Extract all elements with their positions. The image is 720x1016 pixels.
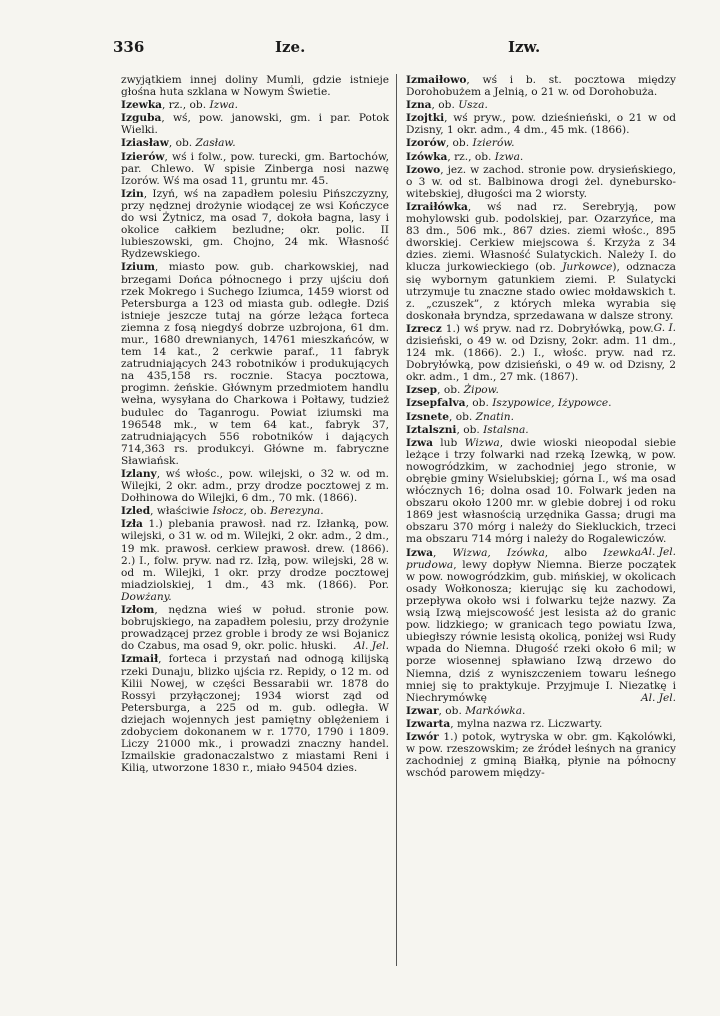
entry-text: 1.) plebania prawosł. nad rz. Izłanką, pow. wilejski, o 31 w. od m. Wilejki, 2 okr. adm., 2 dm., 19 mk. prawosł. cerkiew prawosł. drew. (1866). 2.) I., folw. pryw. nad rz. Izłą, pow. wilejski, 28 w. od m. Wilejki, 1 okr. przy drodze pocztowej miadziolskiej, 1 dm., 43 mk. (1866). Por. bbox=[121, 518, 389, 591]
entry-text: , ob. bbox=[168, 137, 196, 150]
dictionary-entry bbox=[121, 261, 389, 467]
left-running-head: Ize. bbox=[275, 38, 306, 56]
entry-text: , ob. bbox=[456, 423, 484, 436]
entry-headword: Izguba bbox=[121, 112, 162, 125]
dictionary-entry bbox=[121, 137, 389, 149]
entry-headword: Iztalszni bbox=[406, 423, 457, 436]
right-column bbox=[406, 74, 676, 780]
entry-italic: Izwa. bbox=[209, 99, 238, 112]
left-column bbox=[121, 74, 389, 775]
dictionary-entry bbox=[121, 604, 389, 652]
entry-italic: Znatin. bbox=[475, 410, 514, 423]
entry-text: , Izyń, wś na zapadłem polesiu Pińszczyzny, przy nędznej drożynie wiodącej ze wsi Kończyce do wsi Żytnicz, ma osad 7, dokoła bagna, lasy i okolice całkiem bezludne; okr. polic. II lubieszowski, gm. Chojno, 24 mk. Własność Rydzewskiego. bbox=[121, 187, 389, 261]
dictionary-entry bbox=[406, 151, 676, 163]
entry-italic: Jurkowce bbox=[562, 261, 613, 274]
entry-headword: Izna bbox=[406, 99, 432, 112]
entry-italic: Zasław. bbox=[195, 137, 236, 150]
entry-headword: Izium bbox=[121, 261, 155, 274]
entry-text: , ob. bbox=[445, 137, 473, 150]
entry-signature: Al. Jel. bbox=[353, 640, 389, 653]
entry-text: , ob. bbox=[438, 704, 466, 717]
entry-text: 1.) wś pryw. nad rz. Dobryłówką, pow. dzisieński, o 49 w. od Dzisny, 2okr. adm. 11 dm., 124 mk. (1866). 2.) I., włośc. pryw. nad rz. Dobryłówką, pow dzisieński, o 49 w. od Dzisny, 2 okr. adm., 1 dm., 27 mk. (1867). bbox=[406, 322, 676, 384]
dictionary-entry bbox=[121, 505, 389, 517]
entry-headword: Izierów bbox=[121, 150, 165, 163]
entry-text: , bbox=[432, 546, 453, 559]
entry-text: , miasto pow. gub. charkowskiej, nad brzegami Dońca północnego i przy ujściu doń rzek Mokrego i Suchego Iziumca, 1459 wiorst od Petersburga a 123 od miasta gub. odległe. Dziś istnieje jeszcze tutaj na górze leżąca forteca ziemna z fosą niegdyś dobrze uzbrojona, 61 dm. mur., 1680 drewnianych, 14761 mieszkańców, w tem 14 kat., 2 cerkwie paraf., 11 fabryk zatrudniających 243 robotników i produkujących na 435,158 rs. rocznie. Stacya pocztowa, progimn. żeńskie. Głównym przedmiotem handlu wełna, wysyłana do Charkowa i Połtawy, tudzież budulec do Taganrogu. Powiat iziumski ma 196548 mk., w tem 64 kat., fabryk 37, zatrudniających 556 robotników i dających 714,363 rs. produkcyi. Główne m. fabryczne Sławiańsk. bbox=[121, 261, 389, 467]
dictionary-entry bbox=[406, 397, 676, 409]
entry-text: , ob. bbox=[465, 397, 493, 410]
dictionary-entry bbox=[406, 547, 676, 704]
entry-text: , mylna nazwa rz. Liczwarty. bbox=[450, 717, 603, 730]
entry-headword: Izła bbox=[121, 518, 143, 531]
entry-headword: Izowo bbox=[406, 163, 441, 176]
entry-italic: Istalsna. bbox=[483, 423, 529, 436]
entry-text: , dwie wioski nieopodal siebie leżące i trzy folwarki nad rzeką Izewką, w pow. nowogródzkim, w zachodniej jego stronie, w obrębie gminy Wsielubskiej; górna I., wś ma osad włócznych 16; dolna osad 10. Folwark jeden na obszaru około 1200 mr. w glebie dobrej i od roku 1869 jest własnością urzędnika Gassa; drugi ma obszaru 370 mórg i należy do Siekluckich, trzeci ma obszaru 714 mórg i należy do Rogalewiczów. bbox=[406, 436, 676, 546]
right-running-head: Izw. bbox=[508, 38, 541, 56]
entry-headword: Izsepfalva bbox=[406, 397, 466, 410]
column-divider bbox=[396, 74, 397, 966]
entry-text: , albo bbox=[544, 546, 604, 559]
entry-text: , wś i b. st. pocztowa między Dorohobużem a Jelnią, o 21 w. od Dorohobuża. bbox=[406, 74, 676, 99]
entry-signature: Al. Jel. bbox=[640, 691, 676, 704]
entry-italic: Isłocz bbox=[212, 505, 244, 518]
entry-headword: Izlany bbox=[121, 468, 157, 480]
dictionary-entry bbox=[406, 731, 676, 779]
dictionary-entry bbox=[406, 384, 676, 396]
dictionary-entry bbox=[121, 151, 389, 187]
page-number: 336 bbox=[113, 38, 145, 56]
entry-text: , wś, pow. janowski, gm. i par. Potok Wielki. bbox=[121, 112, 389, 137]
entry-headword: Izin bbox=[121, 187, 144, 200]
entry-italic: Żipow. bbox=[463, 384, 499, 397]
entry-text: , wś i folw., pow. turecki, gm. Bartochów, par. Chlewo. W spisie Zinberga nosi nazwę Izorów. Wś ma osad 11, gruntu mr. 45. bbox=[121, 150, 389, 187]
page-header bbox=[0, 38, 720, 62]
dictionary-entry bbox=[121, 188, 389, 261]
entry-headword: Izmaiłowo bbox=[406, 74, 467, 86]
entry-italic: Markówka. bbox=[465, 704, 526, 717]
entry-italic: Dowżany. bbox=[121, 590, 172, 603]
entry-headword: Izwa bbox=[406, 546, 433, 559]
entry-headword: Izwa bbox=[406, 436, 433, 449]
entry-text: , rz., ob. bbox=[447, 150, 495, 163]
entry-headword: Izorów bbox=[406, 137, 446, 150]
entry-signature: Al. Jel. bbox=[640, 545, 676, 558]
dictionary-entry bbox=[121, 468, 389, 504]
entry-headword: Izewka bbox=[121, 99, 163, 112]
entry-headword: Izówka bbox=[406, 150, 448, 163]
entry-headword: Izrecz bbox=[406, 322, 442, 335]
entry-headword: Izwarta bbox=[406, 717, 451, 730]
entry-text: , wś włośc., pow. wilejski, o 32 w. od m. Wilejki, 2 okr. adm., przy drodze pocztowej z m. Dołhinowa do Wilejki, 6 dm., 70 mk. (1866). bbox=[121, 468, 389, 505]
dictionary-entry bbox=[121, 653, 389, 774]
entry-text: 1.) potok, wytryska w obr. gm. Kąkolówki, w pow. rzeszowskim; ze źródeł leśnych na granicy zachodniej z gminą Białką, płynie na północny wschód parowem między- bbox=[406, 730, 676, 780]
entry-headword: Izraiłówka bbox=[406, 200, 468, 213]
entry-text: , ob. bbox=[431, 99, 459, 112]
entry-text: , jez. w zachod. stronie pow. drysieńskiego, o 3 w. od st. Balbinowa drogi żel. dynebursko-witebskiej, długości ma 2 wiorsty. bbox=[406, 163, 676, 200]
entry-text: , rz., ob. bbox=[162, 99, 210, 112]
entry-headword: Izwar bbox=[406, 704, 439, 717]
entry-headword: Izmaił bbox=[121, 653, 159, 666]
entry-text: , ob. bbox=[243, 505, 271, 518]
dictionary-entry bbox=[406, 705, 676, 717]
entry-headword: Izsep bbox=[406, 384, 438, 397]
dictionary-entry bbox=[406, 112, 676, 136]
entry-text: ), odznacza się wybornym gatunkiem ziemi. P. Sulatycki utrzymuje tu znaczne stado owiec mołdawskich t. z. „czuszek”, z których mleka wyrabia się doskonała bryndza, sprzedawana w dalsze strony. bbox=[406, 261, 676, 322]
dictionary-entry bbox=[121, 99, 389, 111]
dictionary-entry bbox=[406, 164, 676, 200]
dictionary-entry bbox=[406, 323, 676, 383]
dictionary-entry bbox=[406, 99, 676, 111]
entry-italic: Izwa. bbox=[494, 150, 524, 163]
entry-headword: Izojtki bbox=[406, 112, 445, 125]
entry-headword: Izsnete bbox=[406, 410, 450, 423]
dictionary-entry bbox=[121, 518, 389, 603]
dictionary-entry bbox=[406, 718, 676, 730]
entry-text: , wś pryw., pow. dzieśnieński, o 21 w od Dzisny, 1 okr. adm., 4 dm., 45 mk. (1866). bbox=[406, 112, 676, 137]
entry-headword: Iziasław bbox=[121, 137, 169, 150]
dictionary-entry bbox=[121, 112, 389, 136]
dictionary-entry bbox=[406, 424, 676, 436]
entry-headword: Izled bbox=[121, 505, 151, 518]
entry-italic: Usza. bbox=[458, 99, 488, 112]
entry-text: , ob. bbox=[437, 384, 464, 397]
dictionary-entry bbox=[121, 74, 389, 98]
entry-text: , nędzna wieś w połud. stronie pow. bobrujskiego, na zapadłem polesiu, przy drożynie prowadzącej przez groble i brody ze wsi Bojanicz do Czabus, ma osad 9, okr. polic. hłuski. bbox=[121, 604, 389, 653]
dictionary-entry bbox=[406, 411, 676, 423]
entry-italic: Wizwa bbox=[464, 436, 500, 449]
entry-headword: Izwór bbox=[406, 730, 439, 743]
entry-italic: Wizwa, Izówka bbox=[452, 546, 545, 559]
entry-italic: Iszypowice, Iżypowce. bbox=[492, 397, 612, 410]
entry-text: , lewy dopływ Niemna. Bierze początek w pow. nowogródzkim, gub. mińskiej, w okolicach osady Wołkonosza; kierując się ku zachodowi, przepływa około wsi i folwarku tejże nazwy. Za wsią Izwą miejscowość jest lesista aż do granic pow. lidzkiego; w granicach tego powiatu Izwa, ubiegłszy równie lesistą okolicą, poniżej wsi Rudy wpada do Niemna. Długość rzeki około 6 mil; w porze wiosennej spławiano Izwą drzewo do Niemna, dziś z wyniszczeniem towaru leśnego mniej się to praktykuje. Przyjmuje I. Niezatkę i Niechrymówkę bbox=[406, 558, 676, 704]
entry-text: , wś nad rz. Serebryją, pow mohylowski gub. podolskiej, par. Ozarzyńce, ma 83 dm., 506 mk., 867 dzies. ziemi włośc., 895 dworskiej. Cerkiew miejscowa ś. Krzyża z 34 dzies. ziemi. Własność Sulatyckich. Należy I. do klucza jurkowieckiego (ob. bbox=[406, 200, 676, 274]
dictionary-entry bbox=[406, 74, 676, 98]
entry-text: , ob. bbox=[449, 410, 476, 423]
entry-italic: Berezyna. bbox=[270, 505, 324, 518]
dictionary-entry bbox=[406, 137, 676, 149]
entry-headword: Izłom bbox=[121, 604, 155, 617]
entry-text: zwyjątkiem innej doliny Mumli, gdzie istnieje głośna huta szklana w Nowym Świetie. bbox=[121, 74, 389, 99]
entry-italic: Izierów. bbox=[472, 137, 515, 150]
entry-text: , forteca i przystań nad odnogą kilijską rzeki Dunaju, blizko ujścia rz. Repidy, o 12 m. od Kilii Nowej, w części Bessarabii wr. 1878 do Rossyi przyłączonej; 1934 wiorst ząd od Petersburga, a 225 od m. gub. odległa. W dziejach wojennych jest pamiętny oblężeniem i zdobyciem dokonanem w r. 1770, 1790 i 1809. Liczy 21000 mk., i prowadzi znaczny handel. Izmailskie gradonaczalstwo z miastami Reni i Kilią, utworzone 1830 r., miało 94504 dzies. bbox=[121, 653, 389, 775]
entry-text: lub bbox=[432, 436, 465, 449]
entry-text: , właściwie bbox=[150, 505, 213, 518]
entry-italic: Izewka prudowa bbox=[406, 546, 641, 571]
entry-signature: G. I. bbox=[653, 321, 676, 334]
